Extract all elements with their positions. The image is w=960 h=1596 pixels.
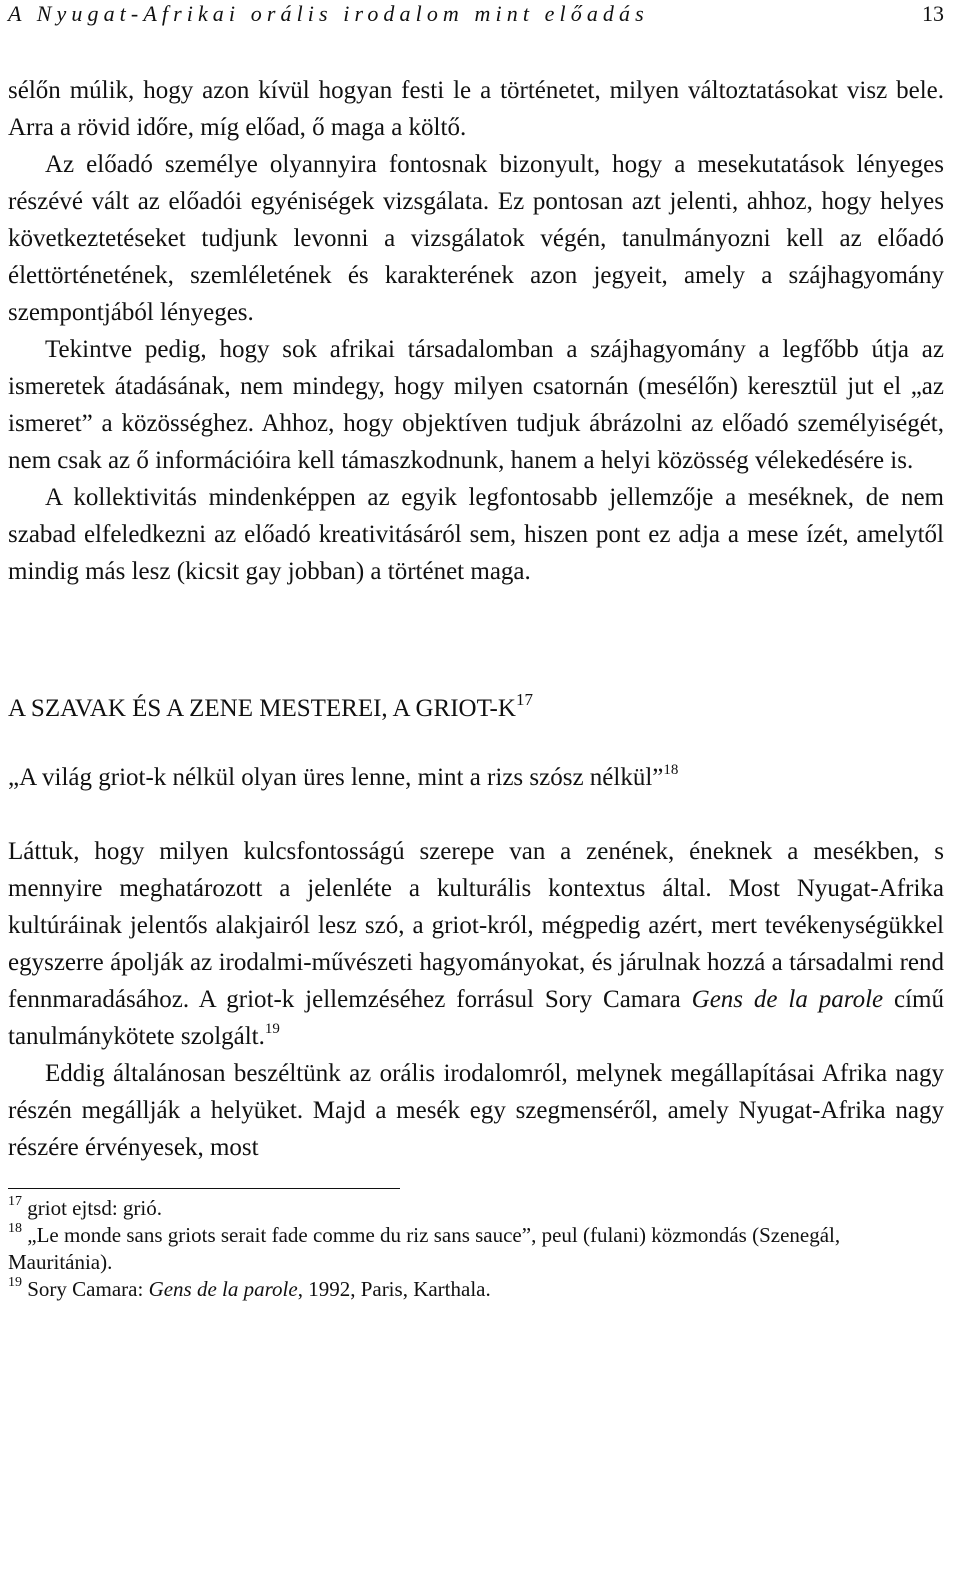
book-title: Gens de la parole [148,1277,298,1301]
footnote-text: Sory Camara: [22,1277,149,1301]
section-heading-text: A SZAVAK ÉS A ZENE MESTEREI, A GRIOT-K [8,695,516,722]
footnote-ref[interactable]: 19 [264,1020,280,1037]
section-heading [8,690,944,727]
footnote [8,1195,944,1222]
paragraph-text: című tanulmánykötete szolgált. [8,986,944,1050]
epigraph [8,759,944,796]
footnote-number: 17 [8,1194,22,1209]
book-title: Gens de la parole [691,986,884,1013]
paragraph: Tekintve pedig, hogy sok afrikai társadalomban a szájhagyomány a legfőbb útja az ismeretek átadásának, nem mindegy, hogy milyen csatornán (mesélőn) keresztül jut el „az ismeret” a közösséghez. Ahhoz, hogy objektíven tudjuk ábrázolni az előadó személyiségét, nem csak az ő információira kell támaszkodnunk, hanem a helyi közösség vélekedésére is. [8,336,944,474]
footnotes [8,1195,944,1303]
paragraph: Az előadó személye olyannyira fontosnak bizonyult, hogy a mesekutatások lényeges részévé vált az előadói egyéniségek vizsgálata. Ez pontosan azt jelenti, ahhoz, hogy helyes következtetéseket tudjunk levonni a vizsgálatok végén, tanulmányozni kell az előadó élettörténetének, szemléletének és karakterének azon jegyeit, amely a szájhagyomány szempontjából lényeges. [8,151,944,326]
page-number: 13 [922,1,944,26]
paragraph: sélőn múlik, hogy azon kívül hogyan festi le a történetet, milyen változtatásokat visz bele. Arra a rövid időre, míg előad, ő maga a költő. [8,77,944,141]
footnote [8,1222,944,1276]
footnote-text: griot ejtsd: grió. [22,1196,162,1220]
page [8,0,944,1303]
paragraph-text: Láttuk, hogy milyen kulcsfontosságú szerepe van a zenének, éneknek a mesékben, s mennyire meghatározott a jelenléte a kulturális kontextus által. Most Nyugat-Afrika kultúráinak jelentős alakjairól lesz szó, a griot-król, mégpedig azért, mert tevékenységükkel egyszerre ápolják az irodalmi-művészeti hagyományokat, és járulnak hozzá a társadalmi rend fennmaradásához. A griot-k jellemzéséhez forrásul Sory Camara [8,838,944,1013]
paragraph: Eddig általánosan beszéltünk az orális irodalomról, melynek megállapításai Afrika nagy részén megállják a helyüket. Majd a mesék egy szegmenséről, amely Nyugat-Afrika nagy részére érvényesek, most [8,1060,944,1161]
footnote-number: 18 [8,1221,22,1236]
paragraph: A kollektivitás mindenképpen az egyik legfontosabb jellemzője a meséknek, de nem szabad elfeledkezni az előadó kreativitásáról sem, hiszen pont ez adja a mese ízét, amelytől mindig más lesz (kicsit gay jobban) a történet maga. [8,484,944,585]
running-header [8,0,944,34]
epigraph-text: „A világ griot-k nélkül olyan üres lenne, mint a rizs szósz nélkül” [8,764,664,791]
running-header-title: A Nyugat-Afrikai orális irodalom mint előadás [8,1,649,26]
footnote [8,1276,944,1303]
footnote-ref[interactable]: 17 [515,689,533,709]
footnote-divider [8,1188,400,1189]
footnote-number: 19 [8,1275,22,1290]
footnote-text: , 1992, Paris, Karthala. [297,1277,491,1301]
footnote-text: „Le monde sans griots serait fade comme du riz sans sauce”, peul (fulani) közmondás (Szenegál, Mauritánia). [8,1223,841,1274]
body-text [8,72,944,1166]
paragraph [8,833,944,1055]
footnote-ref[interactable]: 18 [663,761,679,778]
